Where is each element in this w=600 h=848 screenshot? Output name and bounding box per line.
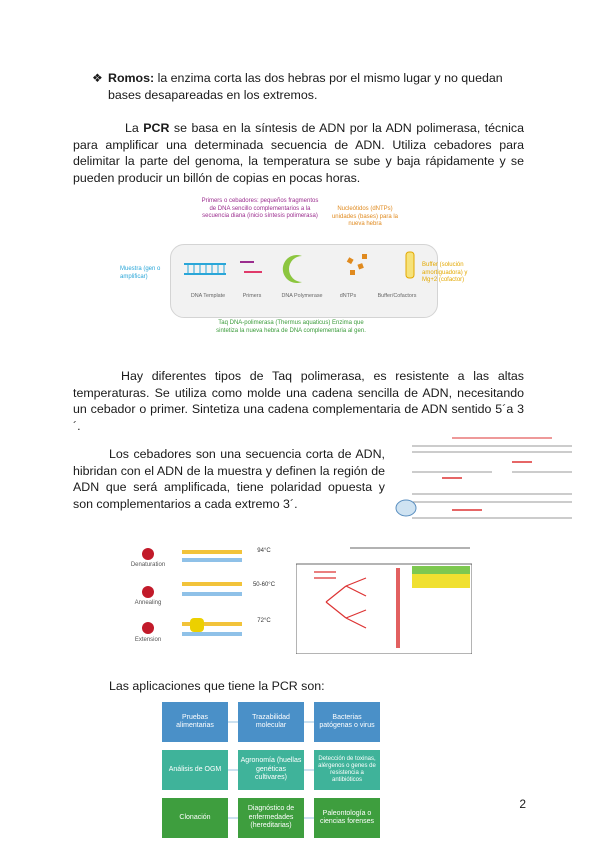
label-polymerase: DNA Polymerase [281,293,323,299]
denaturation-dot [142,548,154,560]
primers-icon [240,262,262,272]
buffer-note: Buffer (solución amortiguadora) y Mg+2 (cofactor) [422,262,468,283]
app-analisis-ogm: Análisis de OGM [162,750,228,790]
applications-grid [162,702,382,838]
temp-denaturation: 94°C [257,548,271,554]
page-number: 2 [519,797,526,811]
pcr-components-figure [120,196,510,346]
app-bacterias-patogenas: Bacterias patógenas o virus [314,702,380,742]
taq-paragraph: Hay diferentes tipos de Taq polimerasa, es resistente a las altas temperaturas. Se utiliza como molde una cadena sencilla de ADN, necesitando un cebador o primer. Sintetiza una cadena complementaria de ADN sentido 5´a 3´. [73,369,524,433]
label-primers: Primers [242,293,262,299]
romos-paragraph: Romos: la enzima corta las dos hebras por el mismo lugar y no quedan bases desapareadas en los extremos. [108,71,503,102]
components-icons [170,244,436,316]
pcr-paragraph: La PCR se basa en la síntesis de ADN por la ADN polimerasa, técnica para amplificar una determinada secuencia de ADN. Utiliza cebadores para delimitar la parte del genoma, la temperatura se sube y baja rápidamente y se pueden producir un billón de copias en pocas horas. [73,121,524,185]
dna-template-icon [184,264,226,274]
annealing-dot [142,586,154,598]
step-annealing: Annealing [134,600,162,606]
sample-note: Muestra (gen o amplificar) [120,266,161,280]
pcr-cycle-figure [130,542,294,652]
label-dntps: dNTPs [339,293,357,299]
primers-note: Primers o cebadores: pequeños fragmentos de DNA sencillo complementarios a la secuencia diana (inicio síntesis polimerasa) [201,198,319,219]
label-buffer: Buffer/Cofactors [377,293,417,299]
primers-paragraph: Los cebadores son una secuencia corta de ADN, hibridan con el ADN de la muestra y definen la región de ADN que será amplificada, tiene polaridad opuesta y son complementarios a cada extremo 3´. [73,447,385,511]
temp-annealing: 50-60°C [252,582,276,588]
primer-binding-diagram [392,432,578,530]
dntps-icon [347,254,367,275]
app-trazabilidad-molecular: Trazabilidad molecular [238,702,304,742]
applications-intro: Las aplicaciones que tiene la PCR son: [109,679,325,693]
bullet-icon: ❖ [92,71,103,85]
app-diagnostico: Diagnóstico de enfermedades (hereditarias) [238,798,304,838]
nucleotides-note: Nucleótidos (dNTPs) unidades (bases) para la nueva hebra [331,206,399,227]
pcr-term: PCR [143,121,170,135]
romos-term: Romos: [108,71,155,85]
step-extension: Extension [134,637,162,643]
app-agronomia: Agronomía (huellas genéticas cultivares) [238,750,304,790]
amplification-diagram [296,542,472,654]
temp-extension: 72°C [257,618,271,624]
app-pruebas-alimentarias: Pruebas alimentarias [162,702,228,742]
buffer-tube-icon [406,252,414,278]
polymerase-icon [283,255,302,283]
app-paleontologia: Paleontología o ciencias forenses [314,798,380,838]
app-deteccion-toxinas: Detección de toxinas, alérgenos o genes de resistencia a antibióticos [314,750,380,790]
app-clonacion: Clonación [162,798,228,838]
taq-note: Taq DNA-polimerasa (Thermus aquaticus) Enzima que sintetiza la nueva hebra de DNA complementaria al gen. [216,320,366,334]
extension-dot [142,622,154,634]
label-dna-template: DNA Template [190,293,226,299]
step-denaturation: Denaturation [130,562,166,568]
